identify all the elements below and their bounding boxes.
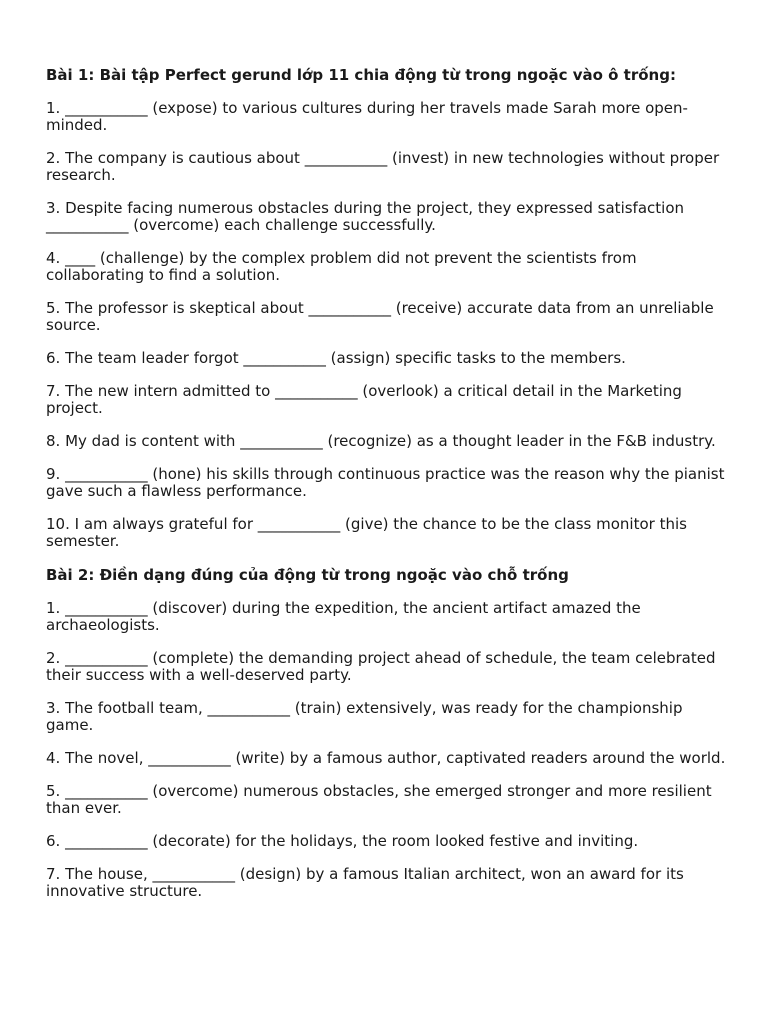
- document-page: [46, 66, 726, 916]
- exercise-item: 1. ___________ (expose) to various cultures during her travels made Sarah more open-minded.: [46, 99, 688, 134]
- exercise-item: 4. ____ (challenge) by the complex problem did not prevent the scientists from collaborating to find a solution.: [46, 249, 637, 284]
- exercise-item: 7. The new intern admitted to ___________ (overlook) a critical detail in the Marketing project.: [46, 382, 682, 417]
- exercise-section-2: [46, 566, 726, 900]
- exercise-item: 7. The house, ___________ (design) by a famous Italian architect, won an award for its innovative structure.: [46, 865, 684, 900]
- exercise-item: 3. The football team, ___________ (train) extensively, was ready for the championship game.: [46, 699, 683, 734]
- section-1-title: Bài 1: Bài tập Perfect gerund lớp 11 chia động từ trong ngoặc vào ô trống:: [46, 66, 676, 84]
- exercise-item: 9. ___________ (hone) his skills through continuous practice was the reason why the pianist gave such a flawless performance.: [46, 465, 725, 500]
- exercise-item: 6. The team leader forgot ___________ (assign) specific tasks to the members.: [46, 349, 626, 367]
- exercise-item: 6. ___________ (decorate) for the holidays, the room looked festive and inviting.: [46, 832, 639, 850]
- exercise-item: 5. The professor is skeptical about ___________ (receive) accurate data from an unreliable source.: [46, 299, 714, 334]
- exercise-section-1: [46, 66, 726, 550]
- exercise-item: 1. ___________ (discover) during the expedition, the ancient artifact amazed the archaeologists.: [46, 599, 641, 634]
- exercise-item: 3. Despite facing numerous obstacles during the project, they expressed satisfaction ___________ (overcome) each challenge successfully.: [46, 199, 684, 234]
- exercise-item: 4. The novel, ___________ (write) by a famous author, captivated readers around the world.: [46, 749, 726, 767]
- exercise-item: 8. My dad is content with ___________ (recognize) as a thought leader in the F&B industry.: [46, 432, 716, 450]
- exercise-item: 5. ___________ (overcome) numerous obstacles, she emerged stronger and more resilient than ever.: [46, 782, 712, 817]
- exercise-item: 2. ___________ (complete) the demanding project ahead of schedule, the team celebrated their success with a well-deserved party.: [46, 649, 716, 684]
- exercise-item: 10. I am always grateful for ___________ (give) the chance to be the class monitor this semester.: [46, 515, 687, 550]
- exercise-item: 2. The company is cautious about ___________ (invest) in new technologies without proper research.: [46, 149, 720, 184]
- section-2-title: Bài 2: Điền dạng đúng của động từ trong ngoặc vào chỗ trống: [46, 566, 569, 584]
